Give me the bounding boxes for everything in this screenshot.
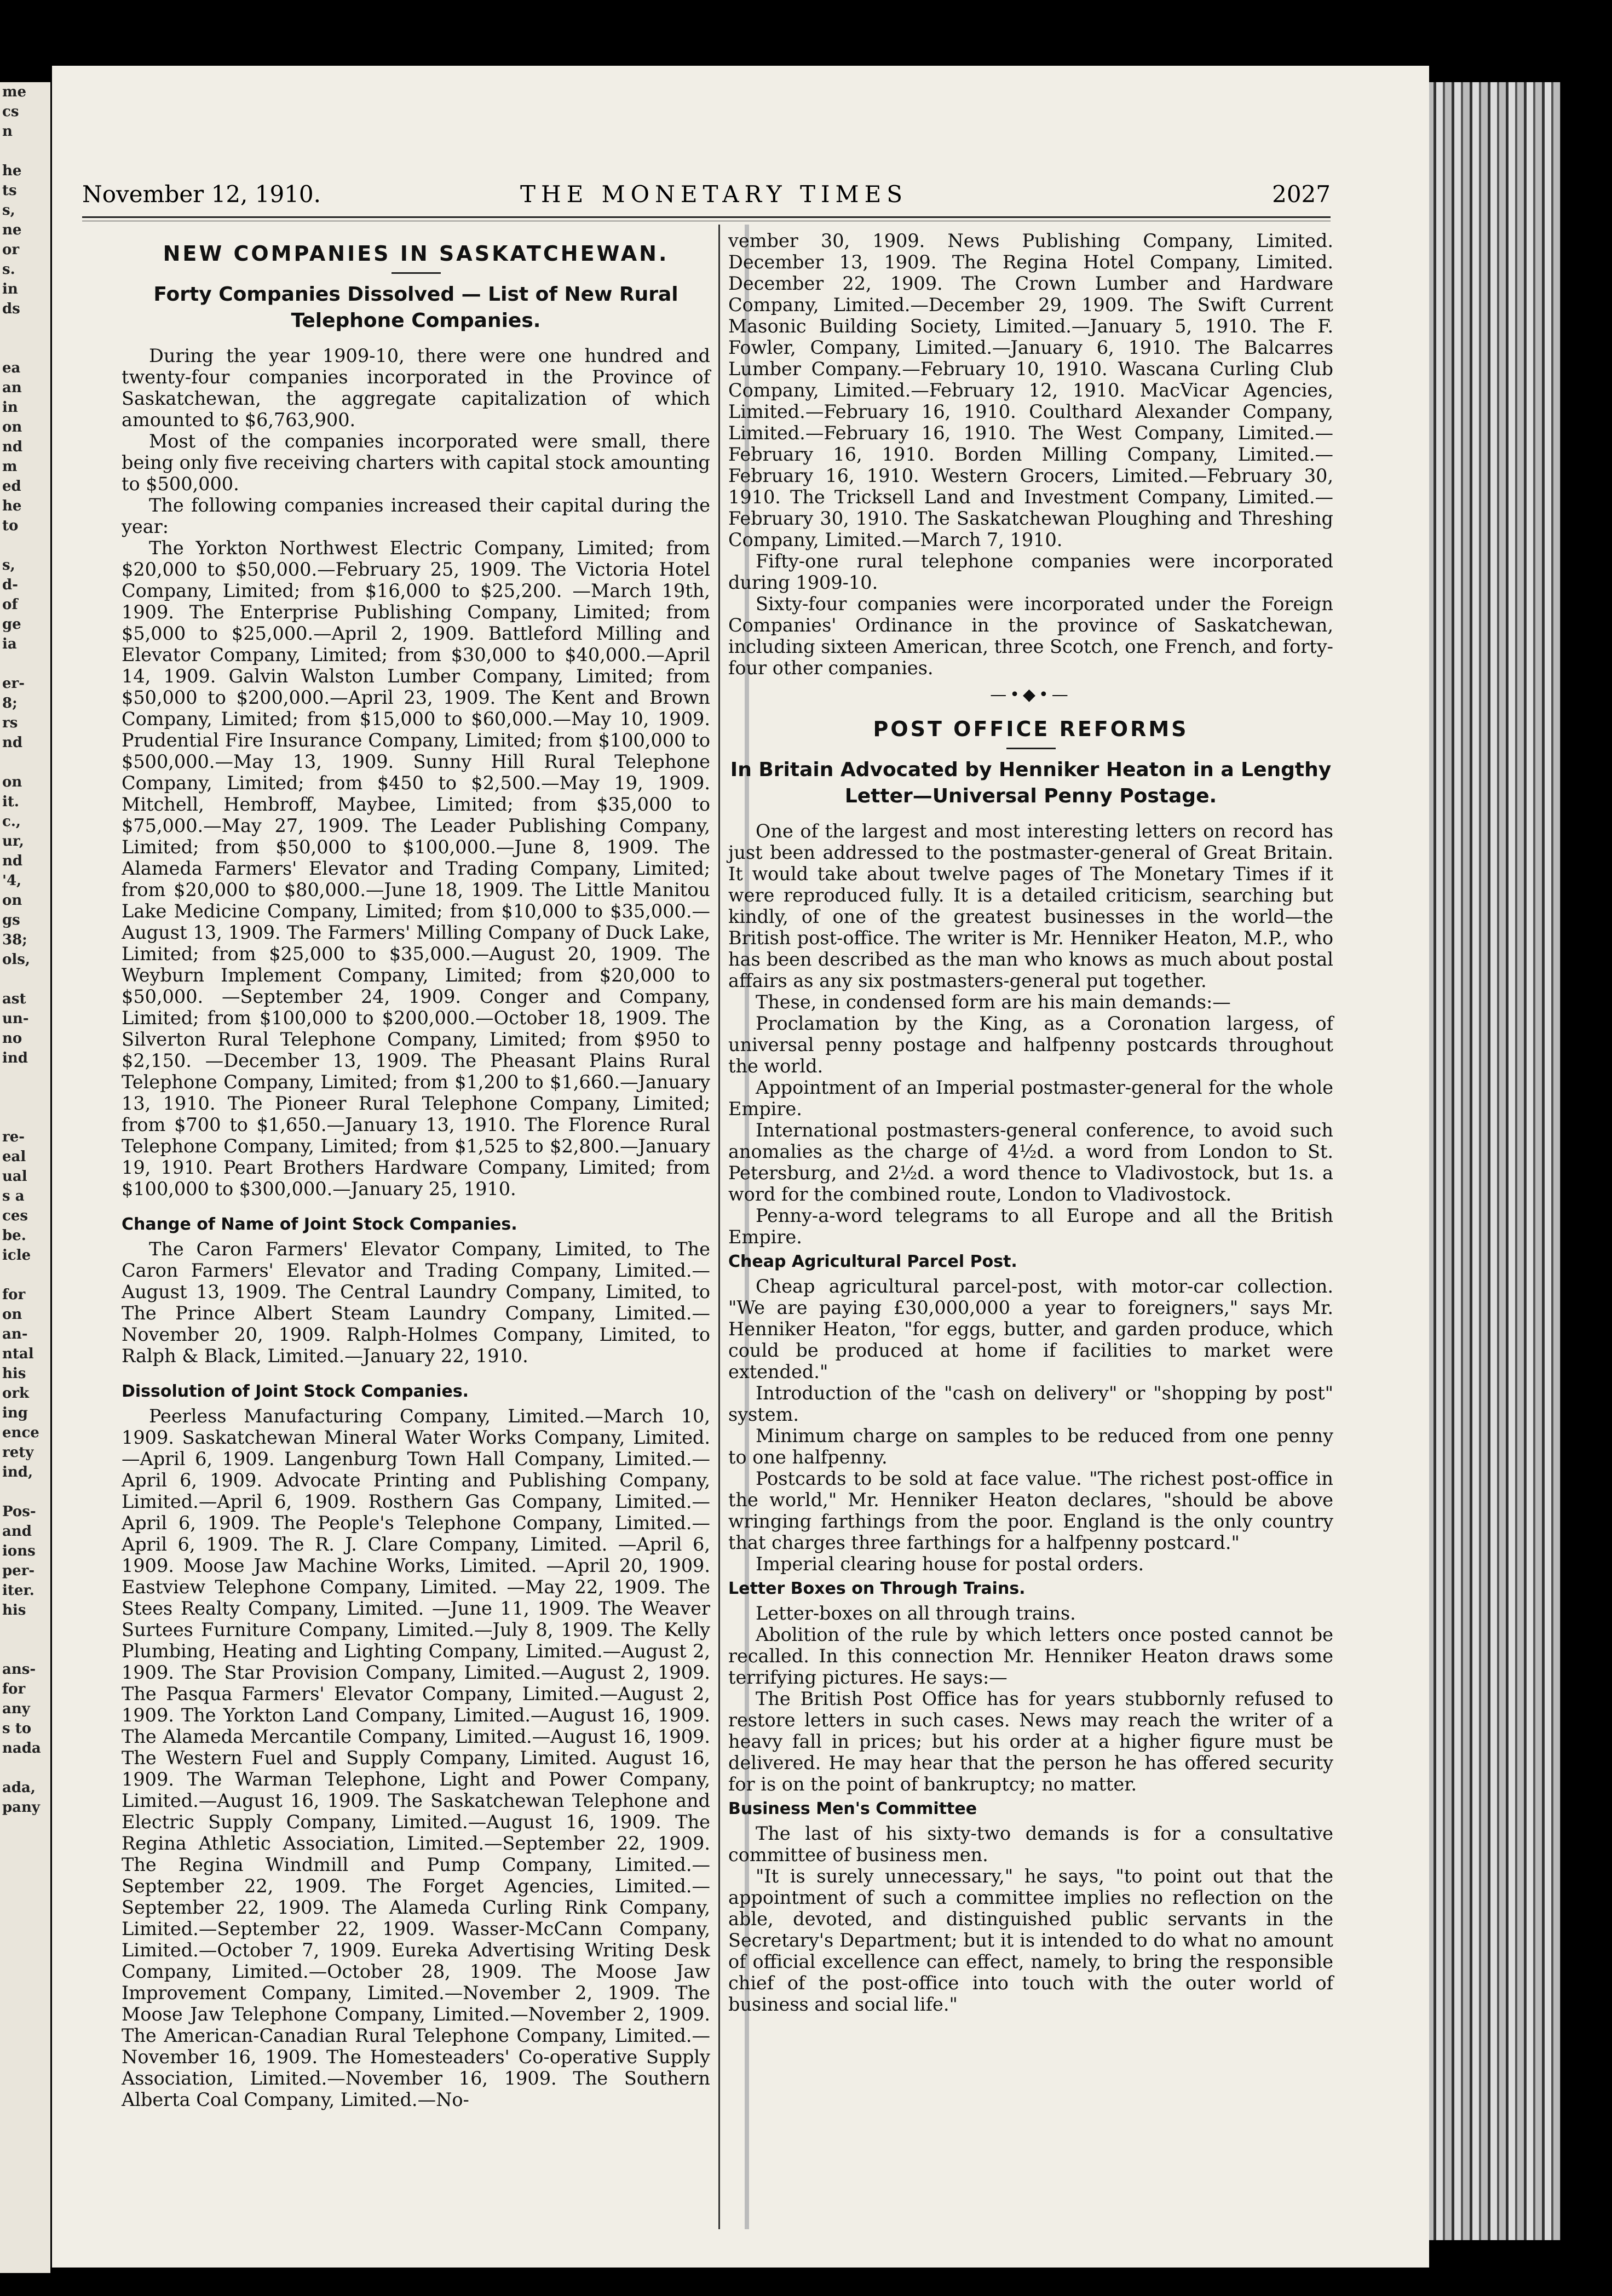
- margin-fragment: an-: [2, 1326, 28, 1342]
- margin-fragment: his: [2, 1602, 26, 1618]
- margin-fragment: to: [2, 518, 19, 534]
- margin-fragment: on: [2, 1306, 22, 1323]
- margin-fragment: any: [2, 1701, 30, 1717]
- margin-fragment: ual: [2, 1168, 27, 1185]
- margin-fragment: n: [2, 123, 13, 140]
- paragraph: International postmasters-general conference, to avoid such anomalies as the charge of 4½d. a word from London to St. Petersburg, and 2½d. a word thence to Vladivostock, but 1s. a word for the combined route, London to Vladivostock.: [728, 1120, 1333, 1205]
- margin-fragment: iter.: [2, 1582, 34, 1599]
- paragraph: Imperial clearing house for postal orders.: [756, 1553, 1144, 1575]
- book-page-edges: [1418, 82, 1561, 2240]
- paragraph: Sixty-four companies were incorporated under the Foreign Companies' Ordinance in the province of Saskatchewan, including sixteen American, three Scotch, one French, and forty-four other companies.: [728, 593, 1333, 679]
- margin-fragment: he: [2, 498, 22, 514]
- margin-fragment: [0, 536, 50, 555]
- paragraph: "It is surely unnecessary," he says, "to point out that the appointment of such a committee implies no reflection on the able, devoted, and distinguished public servants in the Secretary's Department; but it is intended to do what no amount of official excellence can effect, namely, to bring the responsible chief of the post-office into touch with the outer world of business and social life.": [728, 1866, 1333, 2015]
- margin-fragment: an: [2, 380, 22, 396]
- margin-fragment: no: [2, 1030, 22, 1047]
- margin-fragment: on: [2, 774, 22, 790]
- margin-fragment: and: [2, 1523, 32, 1540]
- paragraph: Most of the companies incorporated were small, there being only five receiving charters with capital stock amounting to $500,000.: [122, 431, 710, 495]
- title-rule: [392, 272, 441, 274]
- margin-fragment: ds: [2, 301, 20, 317]
- paragraph: Penny-a-word telegrams to all Europe and all the British Empire.: [728, 1205, 1333, 1248]
- margin-fragment: in: [2, 399, 18, 416]
- margin-fragment: [0, 1482, 50, 1502]
- article-subtitle-saskatchewan: Forty Companies Dissolved — List of New Rural Telephone Companies.: [153, 283, 678, 332]
- paragraph: Proclamation by the King, as a Coronation largess, of universal penny postage and halfpenny postcards throughout the world.: [728, 1013, 1333, 1077]
- margin-fragment: [0, 1640, 50, 1660]
- margin-fragment: [0, 1088, 50, 1107]
- paragraph: Minimum charge on samples to be reduced from one penny to one halfpenny.: [728, 1425, 1333, 1468]
- title-rule: [1006, 748, 1056, 749]
- margin-fragment: ence: [2, 1425, 39, 1441]
- margin-fragment: his: [2, 1365, 26, 1382]
- margin-fragment: icle: [2, 1247, 31, 1264]
- margin-fragment: for: [2, 1681, 26, 1697]
- page-number: 2027: [1272, 181, 1331, 208]
- margin-fragment: in: [2, 281, 18, 297]
- margin-fragment: for: [2, 1287, 26, 1303]
- margin-fragment: be.: [2, 1227, 26, 1244]
- paragraph: Peerless Manufacturing Company, Limited.—March 10, 1909. Saskatchewan Mineral Water Works Company, Limited.—April 6, 1909. Langenburg Town Hall Company, Limited.—April 6, 1909. Advocate Printing and Publishing Company, Limited.—April 6, 1909. Rosthern Gas Company, Limited.—April 6, 1909. The People's Telephone Company, Limited.—April 6, 1909. The R. J. Clare Company, Limited. —April 6, 1909. Moose Jaw Machine Works, Limited. —April 20, 1909. Eastview Telephone Company, Limited. —May 22, 1909. The Stees Realty Company, Limited. —June 11, 1909. The Weaver Surtees Furniture Company, Limited.—July 8, 1909. The Kelly Plumbing, Heating and Lighting Company, Limited.—August 2, 1909. The Star Provision Company, Limited.—August 2, 1909. The Pasqua Farmers' Elevator Company, Limited.—August 2, 1909. The Yorkton Land Company, Limited.—August 16, 1909. The Alameda Mercantile Company, Limited.—August 16, 1909. The Western Fuel and Supply Company, Limited. August 16, 1909. The Warman Telephone, Light and Power Company, Limited.—August 16, 1909. The Saskatchewan Telephone and Electric Supply Company, Limited.—August 16, 1909. The Regina Athletic Association, Limited.—September 22, 1909. The Regina Windmill and Pump Company, Limited.—September 22, 1909. The Forget Agencies, Limited.—September 22, 1909. The Alameda Curling Rink Company, Limited.—September 22, 1909. Wasser-McCann Company, Limited.—October 7, 1909. Eureka Advertising Writing Desk Company, Limited.—October 28, 1909. The Moose Jaw Improvement Company, Limited.—November 2, 1909. The Moose Jaw Telephone Company, Limited.—November 2, 1909. The American-Canadian Rural Telephone Company, Limited.—November 16, 1909. The Homesteaders' Co-operative Supply Association, Limited.—November 16, 1909. The Southern Alberta Coal Company, Limited.—No-: [122, 1405, 710, 2110]
- margin-fragment: cs: [2, 104, 19, 120]
- margin-fragment: nd: [2, 439, 23, 455]
- paragraph: Appointment of an Imperial postmaster-general for the whole Empire.: [728, 1077, 1333, 1120]
- margin-fragment: ind: [2, 1050, 28, 1066]
- margin-fragment: [0, 753, 50, 772]
- margin-fragment: nd: [2, 734, 23, 751]
- margin-fragment: s a: [2, 1188, 25, 1204]
- margin-fragment: gs: [2, 912, 20, 928]
- margin-fragment: or: [2, 242, 20, 258]
- margin-fragment: s,: [2, 202, 15, 219]
- margin-fragment: ia: [2, 636, 17, 652]
- margin-fragment: ed: [2, 478, 21, 495]
- margin-fragment: eal: [2, 1149, 26, 1165]
- margin-fragment: ge: [2, 616, 21, 633]
- margin-fragment: ne: [2, 222, 22, 238]
- margin-fragment: ts: [2, 182, 17, 199]
- left-column: [122, 230, 710, 2110]
- margin-fragment: per-: [2, 1563, 35, 1579]
- margin-fragment: un-: [2, 1011, 29, 1027]
- article-subtitle-post-office: In Britain Advocated by Henniker Heaton in a Lengthy Letter—Universal Penny Postage.: [730, 759, 1332, 807]
- margin-fragment: ing: [2, 1405, 28, 1421]
- margin-fragment: nd: [2, 853, 23, 869]
- margin-fragment: ols,: [2, 951, 30, 968]
- margin-fragment: of: [2, 596, 18, 613]
- margin-fragment: 8;: [2, 695, 18, 711]
- margin-fragment: on: [2, 419, 22, 435]
- margin-fragment: rety: [2, 1444, 34, 1461]
- margin-fragment: ur,: [2, 833, 24, 849]
- margin-fragment: nada: [2, 1740, 41, 1757]
- margin-fragment: [0, 1265, 50, 1285]
- margin-fragment: [0, 319, 50, 338]
- paragraph: The Caron Farmers' Elevator Company, Limited, to The Caron Farmers' Elevator and Trading Company, Limited.—August 13, 1909. The Central Laundry Company, Limited, to The Prince Albert Steam Laundry Company, Limited.—November 20, 1909. Ralph-Holmes Company, Limited, to Ralph & Black, Limited.—January 22, 1910.: [122, 1238, 710, 1367]
- margin-fragment: ast: [2, 991, 26, 1007]
- section-heading-letter-boxes: Letter Boxes on Through Trains.: [728, 1579, 1026, 1598]
- header-rule: [82, 216, 1331, 218]
- margin-fragment: d-: [2, 577, 18, 593]
- margin-fragment: [0, 1107, 50, 1127]
- adjacent-page-margin: [0, 82, 50, 2273]
- paragraph: Postcards to be sold at face value. "The richest post-office in the world," Mr. Henniker Heaton declares, "should be above wringing farthings from the poor. England is the only country that charges three farthings for a halfpenny postcard.": [728, 1468, 1333, 1553]
- margin-fragment: re-: [2, 1129, 25, 1145]
- paragraph: Cheap agricultural parcel-post, with motor-car collection. "We are paying £30,000,000 a year to foreigners," says Mr. Henniker Heaton, "for eggs, butter, and garden produce, which could be produced at home if facilities to market were extended.": [728, 1276, 1333, 1382]
- right-column: [728, 230, 1333, 2015]
- article-title-post-office: POST OFFICE REFORMS: [873, 717, 1189, 741]
- section-heading-change-of-name: Change of Name of Joint Stock Companies.: [122, 1215, 517, 1234]
- margin-fragment: me: [2, 84, 27, 100]
- margin-fragment: [0, 1620, 50, 1640]
- margin-fragment: s,: [2, 557, 15, 573]
- section-heading-business-committee: Business Men's Committee: [728, 1799, 977, 1818]
- margin-fragment: on: [2, 892, 22, 909]
- paragraph: The British Post Office has for years stubbornly refused to restore letters in such cases. News may reach the writer of a heavy fall in prices; but his order at a higher figure must be delivered. He may hear that the person he has offered security for is on the point of bankruptcy; no matter.: [728, 1688, 1333, 1795]
- margin-fragment: [0, 654, 50, 674]
- margin-fragment: s.: [2, 261, 15, 278]
- margin-fragment: [0, 141, 50, 161]
- margin-fragment: rs: [2, 715, 18, 731]
- column-divider: [718, 225, 720, 2229]
- margin-fragment: [0, 1068, 50, 1088]
- paragraph: During the year 1909-10, there were one hundred and twenty-four companies incorporated in the Province of Saskatchewan, the aggregate capitalization of which amounted to $6,763,900.: [122, 345, 710, 431]
- margin-fragment: ork: [2, 1385, 30, 1402]
- margin-fragment: ions: [2, 1543, 36, 1559]
- margin-fragment: [0, 338, 50, 358]
- paragraph: Fifty-one rural telephone companies were incorporated during 1909-10.: [728, 550, 1333, 593]
- margin-fragment: ces: [2, 1208, 28, 1224]
- margin-fragment: '4,: [2, 873, 22, 889]
- margin-fragment: [0, 969, 50, 989]
- margin-fragment: 38;: [2, 932, 27, 948]
- paragraph: These, in condensed form are his main demands:—: [756, 991, 1231, 1013]
- paragraph: One of the largest and most interesting letters on record has just been addressed to the postmaster-general of Great Britain. It would take about twelve pages of The Monetary Times if it were reproduced fully. It is a detailed criticism, searching but kindly, of one of the greatest businesses in the world—the British post-office. The writer is Mr. Henniker Heaton, M.P., who has been described as the man who knows as much about postal affairs as any six postmasters-general put together.: [728, 820, 1333, 991]
- margin-fragment: it.: [2, 794, 19, 810]
- paragraph: The Yorkton Northwest Electric Company, Limited; from $20,000 to $50,000.—February 25, 1909. The Victoria Hotel Company, Limited; from $16,000 to $25,200. —March 19th, 1909. The Enterprise Publishing Company, Limited; from $5,000 to $25,000.—April 2, 1909. Battleford Milling and Elevator Company, Limited; from $30,000 to $40,000.—April 14, 1909. Galvin Walston Lumber Company, Limited; from $50,000 to $200,000.—April 23, 1909. The Kent and Brown Company, Limited; from $15,000 to $60,000.—May 10, 1909. Prudential Fire Insurance Company, Limited; from $100,000 to $500,000.—May 13, 1909. Sunny Hill Rural Telephone Company, Limited; from $450 to $2,500.—May 19, 1909. Mitchell, Hembroff, Maybee, Limited; from $35,000 to $75,000.—May 27, 1909. The Leader Publishing Company, Limited; from $50,000 to $100,000.—June 8, 1909. The Alameda Farmers' Elevator and Trading Company, Limited; from $20,000 to $80,000.—June 18, 1909. The Little Manitou Lake Medicine Company, Limited; from $10,000 to $35,000.—August 13, 1909. The Farmers' Milling Company of Duck Lake, Limited; from $25,000 to $35,000.—August 20, 1909. The Weyburn Implement Company, Limited; from $20,000 to $50,000. —September 24, 1909. Conger and Company, Limited; from $100,000 to $200,000.—October 18, 1909. The Silverton Rural Telephone Company, Limited; from $950 to $2,150. —December 13, 1909. The Pheasant Plains Rural Telephone Company, Limited; from $1,200 to $1,660.—January 13, 1910. The Pioneer Rural Telephone Company, Limited; from $700 to $1,650.—January 13, 1910. The Florence Rural Telephone Company, Limited; from $1,525 to $2,800.—January 19, 1910. Peart Brothers Hardware Company, Limited; from $100,000 to $300,000.—January 25, 1910.: [122, 537, 710, 1199]
- margin-fragment: er-: [2, 675, 25, 692]
- paragraph: The following companies increased their capital during the year:: [122, 495, 710, 537]
- margin-fragment: ada,: [2, 1780, 36, 1796]
- margin-fragment: c.,: [2, 813, 21, 830]
- section-ornament: —•◆•—: [990, 685, 1072, 704]
- margin-fragment: he: [2, 163, 22, 179]
- issue-date: November 12, 1910.: [82, 181, 321, 208]
- paragraph: Introduction of the "cash on delivery" or "shopping by post" system.: [728, 1382, 1333, 1425]
- margin-fragment: ntal: [2, 1346, 34, 1362]
- margin-fragment: [0, 1758, 50, 1778]
- section-heading-cheap-parcel-post: Cheap Agricultural Parcel Post.: [728, 1252, 1017, 1271]
- page-header: [82, 181, 1331, 214]
- margin-fragment: s to: [2, 1720, 32, 1737]
- paragraph: Letter-boxes on all through trains.: [756, 1603, 1076, 1624]
- paragraph: vember 30, 1909. News Publishing Company, Limited. December 13, 1909. The Regina Hotel Company, Limited. December 22, 1909. The Crown Lumber and Hardware Company, Limited.—December 29, 1909. The Swift Current Masonic Building Society, Limited.—January 5, 1910. The F. Fowler, Company, Limited.—January 6, 1910. The Balcarres Lumber Company.—February 10, 1910. Wascana Curling Club Company, Limited.—February 12, 1910. MacVicar Agencies, Limited.—February 16, 1910. Coulthard Alexander Company, Limited.—February 16, 1910. The West Company, Limited.—February 16, 1910. Borden Milling Company, Limited.—February 16, 1910. Western Grocers, Limited.—February 30, 1910. The Tricksell Land and Investment Company, Limited.—February 30, 1910. The Saskatchewan Ploughing and Threshing Company, Limited.—March 7, 1910.: [728, 230, 1333, 550]
- paragraph: The last of his sixty-two demands is for a consultative committee of business men.: [728, 1823, 1333, 1866]
- margin-fragment: m: [2, 458, 18, 475]
- margin-fragment: pany: [2, 1799, 41, 1816]
- masthead: THE MONETARY TIMES: [520, 181, 908, 208]
- margin-fragment: Pos-: [2, 1503, 36, 1520]
- margin-fragment: ind,: [2, 1464, 33, 1480]
- article-title-saskatchewan: NEW COMPANIES IN SASKATCHEWAN.: [163, 242, 669, 266]
- paragraph: Abolition of the rule by which letters once posted cannot be recalled. In this connection Mr. Henniker Heaton draws some terrifying pictures. He says:—: [728, 1624, 1333, 1688]
- section-heading-dissolution: Dissolution of Joint Stock Companies.: [122, 1382, 469, 1401]
- margin-fragment: ans-: [2, 1661, 36, 1678]
- margin-fragment: ea: [2, 360, 21, 376]
